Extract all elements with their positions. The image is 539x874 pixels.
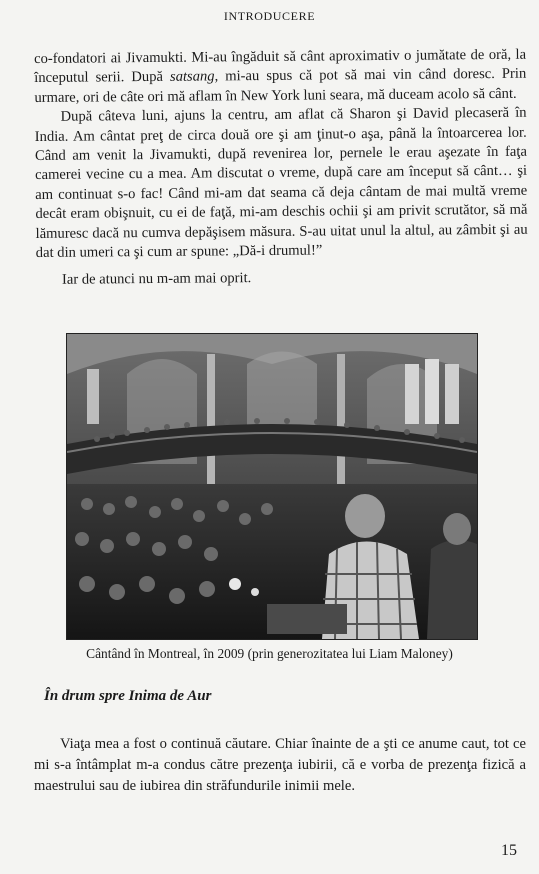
running-header: INTRODUCERE [223,9,316,23]
section-heading: În drum spre Inima de Aur [44,688,212,704]
intro-text-block [34,46,528,291]
paragraph-section-intro: Viaţa mea a fost o continuă căutare. Chiar înainte de a şti ce anume caut, tot ce mi s-a întâmplat m-a condus către prezenţa iubirii, că e vorba de prezenţa fizică a maestrului sau de iubirea din străfundurile inimii mele. [34,736,526,794]
page-number: 15 [501,842,517,859]
photo-caption: Cântând în Montreal, în 2009 (prin generozitatea lui Liam Maloney) [86,646,453,661]
paragraph-continuation: co-fondatori ai Jivamukti. Mi-au îngăduit să cânt aproximativ o jumătate de oră, la începutul serii. După satsang, mi-au spus că pot să mai vin când doresc. Prin urmare, ori de câte ori mă aflam în New York luni seara, mă duceam acolo să cânt. [34,46,527,106]
paragraph-jivamukti-return: După câteva luni, ajuns la centru, am aflat că Sharon şi David plecaseră în India. Am cântat preţ de circa două ore şi am ţinut-o aşa, până la întoarcerea lor. Când am venit la Jivamukti, după revenirea lor, pernele le erau aşezate în faţa camerei vecine cu a mea. Am discutat o vreme, după care am început să cânt… şi am continuat s-o fac! Când mi-am dat seama că deja cântam de mai multă vreme decât eram obişnuit, cu ei de faţă, mi-am deschis ochii şi am privit scrutător, să mă lămuresc dacă nu cumva depăşisem măsura. S-au uitat unul la altul, au zâmbit şi au dat din umeri ca şi cum ar spune: „Dă-i drumul!” [34,104,528,262]
satsang-term: satsang [169,68,215,86]
concert-photo [66,333,478,640]
section-text-block [34,734,526,797]
montreal-church-concert-image [67,334,477,639]
paragraph-never-stopped: Iar de atunci nu m-am mai oprit. [61,270,252,289]
